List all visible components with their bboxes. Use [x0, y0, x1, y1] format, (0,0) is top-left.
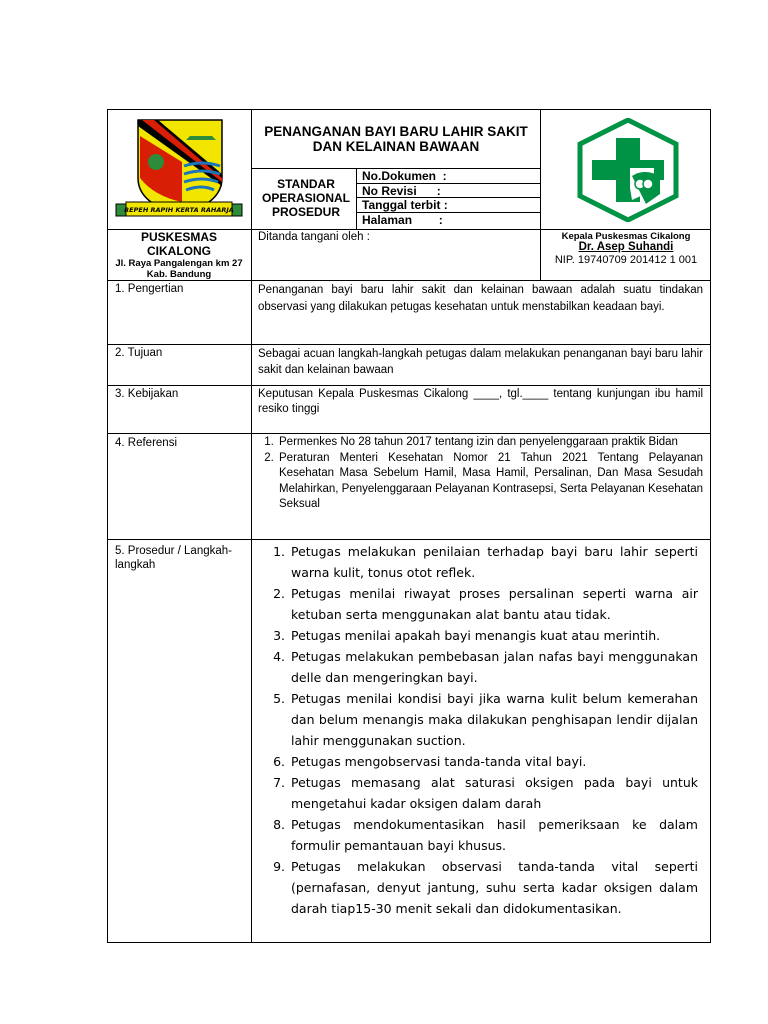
- divider-referensi-bottom: [107, 539, 711, 540]
- section-label-prosedur: 5. Prosedur / Langkah-langkah: [115, 545, 232, 571]
- divider-right-header: [540, 109, 541, 280]
- list-item: 5. Petugas menilai kondisi bayi jika warna kulit belum kemerahan dan belum menangis maka dilakukan penghisapan lendir dijalan lahir menggunakan suction.: [289, 688, 698, 751]
- signer-position: Kepala Puskesmas Cikalong: [561, 231, 691, 242]
- list-item: 2. Petugas menilai riwayat proses persalinan seperti warna air ketuban serta menggunakan alat bantu atau tidak.: [289, 583, 698, 625]
- regency-crest-logo: [114, 116, 244, 221]
- institution-name: PUSKESMAS CIKALONG: [140, 230, 217, 258]
- reference-list: [250, 435, 703, 513]
- revision-field: No Revisi :: [362, 184, 441, 198]
- list-item: 7. Petugas memasang alat saturasi oksigen pada bayi untuk mengetahui kadar oksigen dalam darah: [289, 772, 698, 814]
- list-item: 1. Petugas melakukan penilaian terhadap bayi baru lahir seperti warna kulit, tonus otot reflek.: [289, 541, 698, 583]
- section-text-pengertian: Penanganan bayi baru lahir sakit dan kelainan bawaan adalah suatu tindakan observasi yang dilakukan petugas kesehatan untuk menstabilkan keadaan bayi.: [258, 284, 703, 313]
- list-item: 6. Petugas mengobservasi tanda-tanda vital bayi.: [289, 751, 698, 772]
- divider-kebijakan-bottom: [107, 433, 711, 434]
- procedure-steps: [262, 541, 698, 919]
- issue-date-field: Tanggal terbit :: [362, 198, 448, 212]
- crest-banner-text: REPEH RAPIH KERTA RAHARJA: [124, 206, 234, 214]
- list-item: 1. Permenkes No 28 tahun 2017 tentang izin dan penyelenggaraan praktik Bidan: [277, 435, 703, 451]
- divider-signature-bottom: [107, 280, 711, 281]
- section-label-referensi: 4. Referensi: [115, 437, 178, 449]
- divider-docinfo: [356, 168, 357, 229]
- signer-name: Dr. Asep Suhandi: [578, 241, 674, 253]
- list-item: 3. Petugas menilai apakah bayi menangis kuat atau merintih.: [289, 625, 698, 646]
- puskesmas-logo: [572, 118, 684, 222]
- signed-by-label: Ditanda tangani oleh :: [258, 231, 370, 243]
- list-item: 4. Petugas melakukan pembebasan jalan nafas bayi menggunakan delle dan mengeringkan bayi.: [289, 646, 698, 688]
- divider-pengertian-bottom: [107, 344, 711, 345]
- sop-label: STANDAR OPERASIONAL PROSEDUR: [261, 177, 350, 219]
- list-item: 2. Peraturan Menteri Kesehatan Nomor 21 Tahun 2021 Tentang Pelayanan Kesehatan Masa Sebelum Hamil, Masa Hamil, Persalinan, Dan Masa Sesudah Melahirkan, Penyelenggaraan Pelayanan Kontrasepsi, Serta Pelayanan Kesehatan Seksual: [277, 451, 703, 513]
- institution-address: Jl. Raya Pangalengan km 27 Kab. Bandung: [115, 258, 243, 280]
- section-label-kebijakan: 3. Kebijakan: [115, 388, 179, 400]
- signer-nip: NIP. 19740709 201412 1 001: [554, 254, 698, 266]
- page-field: Halaman :: [362, 213, 443, 227]
- doc-number-field: No.Dokumen :: [362, 169, 447, 183]
- list-item: 8. Petugas mendokumentasikan hasil pemeriksaan ke dalam formulir pemantauan bayi khusus.: [289, 814, 698, 856]
- divider-left-column: [251, 109, 252, 943]
- section-label-tujuan: 2. Tujuan: [115, 347, 163, 359]
- section-text-tujuan: Sebagai acuan langkah-langkah petugas dalam melakukan penanganan bayi baru lahir sakit dan kelainan bawaan: [258, 348, 703, 376]
- document-title: PENANGANAN BAYI BARU LAHIR SAKIT DAN KELAINAN BAWAAN: [264, 124, 528, 154]
- section-label-pengertian: 1. Pengertian: [115, 283, 184, 295]
- list-item: 9. Petugas melakukan observasi tanda-tanda vital seperti (pernafasan, denyut jantung, suhu serta kadar oksigen dalam darah tiap15-30 menit sekali dan didokumentasikan.: [289, 856, 698, 919]
- section-text-kebijakan: Keputusan Kepala Puskesmas Cikalong ____, tgl.____ tentang kunjungan ibu hamil resiko tinggi: [258, 388, 703, 415]
- divider-tujuan-bottom: [107, 385, 711, 386]
